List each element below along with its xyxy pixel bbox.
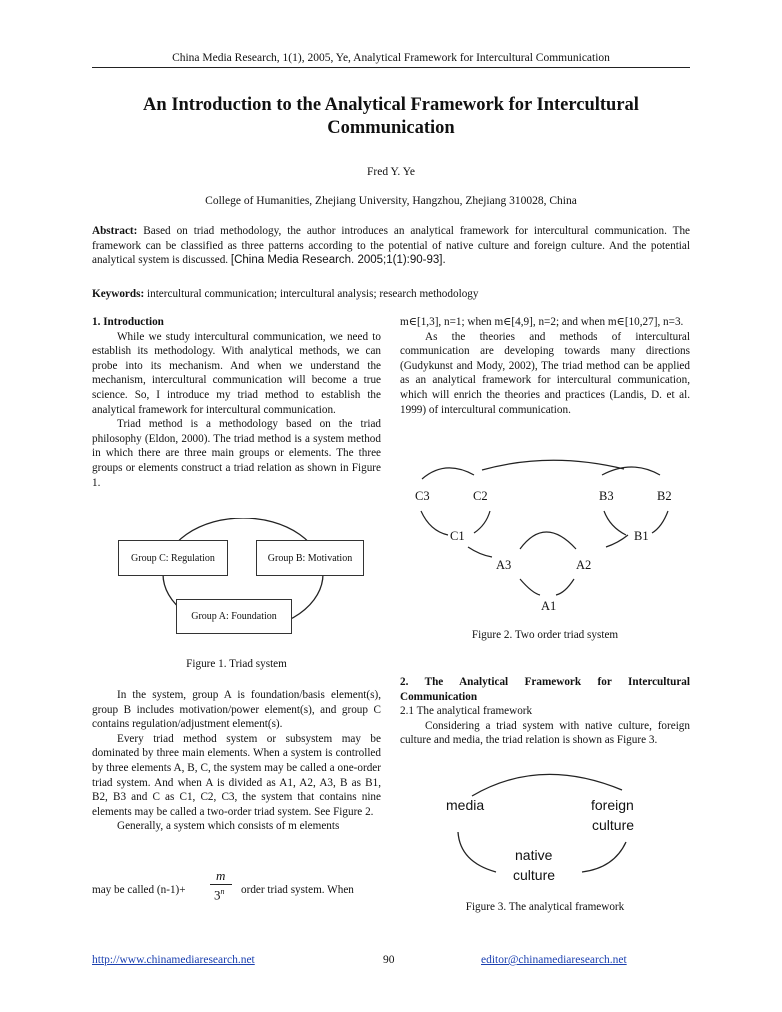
label-a2: A2: [576, 558, 592, 572]
formula-numerator: m: [216, 868, 226, 883]
left-column-bottom: [92, 688, 381, 834]
formula-denominator-base: 3: [214, 887, 221, 903]
figure-3-caption: Figure 3. The analytical framework: [465, 901, 625, 913]
label-native-culture: culture: [513, 867, 556, 883]
figure-1-caption: Figure 1. Triad system: [186, 658, 287, 670]
title-line-1: An Introduction to the Analytical Framework for Intercultural: [143, 95, 639, 115]
abstract-citation: [China Media Research. 2005;1(1):90-93].: [230, 254, 446, 267]
formula-before: may be called (n-1)+: [92, 884, 186, 896]
section-heading-framework: 2. The Analytical Framework for Intercultural Communication: [400, 676, 690, 703]
footer-email[interactable]: [481, 954, 627, 966]
keywords-label: Keywords:: [92, 288, 145, 300]
formula-line: [92, 868, 381, 908]
running-head: China Media Research, 1(1), 2005, Ye, Analytical Framework for Intercultural Communication: [172, 52, 610, 64]
arc-b3-b2: [602, 467, 660, 475]
label-c2: C2: [473, 489, 488, 503]
label-c1: C1: [450, 529, 465, 543]
abstract-text: Based on triad methodology, the author introduces an analytical framework for intercultural communication. The framework can be classified as three patterns according to the potential of native culture and foreign culture. And the potential analytical system is discussed.: [92, 225, 690, 267]
arc-c3-c1: [421, 511, 448, 535]
formula-denominator: [214, 887, 225, 903]
arc-a2-a1: [556, 579, 574, 595]
arc-c3-c2: [422, 468, 474, 479]
figure-1: [92, 518, 381, 638]
arc-media-foreign: [472, 774, 622, 796]
arc-c-b: [482, 460, 624, 470]
group-c-box: Group C: Regulation: [118, 540, 228, 576]
arc-a2-b1: [606, 535, 628, 547]
paragraph: Considering a triad system with native culture, foreign culture and media, the triad relation is shown as Figure 3.: [400, 719, 690, 747]
fraction-bar: [210, 884, 232, 885]
group-a-box: Group A: Foundation: [176, 599, 292, 634]
header-rule: [92, 67, 690, 68]
paragraph: In the system, group A is foundation/basis element(s), group B includes motivation/power element(s), and group C contains regulation/adjustment element(s).: [92, 689, 381, 731]
footer-url[interactable]: [92, 954, 255, 966]
right-column-top: [400, 315, 690, 417]
label-a3: A3: [496, 558, 512, 572]
keywords: [92, 288, 690, 300]
label-b3: B3: [599, 489, 614, 503]
label-b1: B1: [634, 529, 649, 543]
label-c3: C3: [415, 489, 430, 503]
author: Fred Y. Ye: [367, 166, 415, 178]
abstract-label: Abstract:: [92, 225, 138, 237]
label-native: native: [515, 847, 553, 863]
title-line-2: Communication: [327, 118, 455, 138]
keywords-text: intercultural communication; intercultural analysis; research methodology: [144, 288, 479, 300]
arc-b2-b1: [652, 511, 668, 533]
formula-after: order triad system. When: [241, 884, 354, 896]
paper-title: [92, 94, 690, 140]
paragraph: m∈[1,3], n=1; when m∈[4,9], n=2; and when m∈[10,27], n=3.: [400, 316, 684, 328]
figure-2-caption: Figure 2. Two order triad system: [471, 629, 619, 641]
arc-foreign-native: [582, 842, 626, 872]
paragraph: While we study intercultural communication, we need to establish its methodology. With analytical methods, we can probe into its mechanism. And when we understand the mechanism, intercultural communication will become a true science. So, I introduce my triad method to establish the analytical framework for intercultural communication.: [92, 330, 381, 416]
paragraph: Every triad method system or subsystem may be dominated by three main elements. When a system is controlled by three elements A, B, C, the system may be called a one-order triad system. And when A is divided as A1, A2, A3, B as B1, B2, B3 and C as C1, C2, C3, the system that contains nine elements may be called a two-order triad system. See Figure 2.: [92, 732, 381, 818]
group-b-box: Group B: Motivation: [256, 540, 364, 576]
arc-b3-b1: [604, 511, 626, 535]
arc-a3-a1: [520, 579, 540, 595]
label-foreign-culture: culture: [592, 817, 635, 833]
paragraph: Generally, a system which consists of m elements: [117, 820, 340, 833]
footer-url-link[interactable]: http://www.chinamediaresearch.net: [92, 954, 255, 966]
paragraph: Triad method is a methodology based on the triad philosophy (Eldon, 2000). The triad method is a system method in which there are three main groups or elements. The three groups or elements construct a triad relation as shown in Figure 1.: [92, 418, 381, 489]
label-a1: A1: [541, 599, 557, 613]
figure-2-arcs: [421, 460, 668, 595]
label-b2: B2: [657, 489, 672, 503]
left-column-top: [92, 315, 381, 490]
formula-exponent: n: [220, 887, 225, 896]
label-media: media: [446, 797, 485, 813]
paragraph: As the theories and methods of intercultural communication are developing towards many directions (Gudykunst and Mody, 2002), The triad method can be applied as an analytical framework for intercultural communication, which will enrich the theories and practices (Landis, D. et al. 1999) of intercultural communication.: [400, 330, 690, 416]
page-number: 90: [383, 954, 395, 966]
arc-a3-a2: [520, 532, 576, 549]
affiliation: College of Humanities, Zhejiang University, Hangzhou, Zhejiang 310028, China: [205, 195, 577, 207]
arc-c1-a3: [468, 547, 492, 557]
figure-2: [400, 455, 690, 620]
footer-email-link[interactable]: editor@chinamediaresearch.net: [481, 954, 627, 966]
arc-c2-c1: [474, 511, 490, 533]
right-column-bottom: [400, 675, 690, 748]
label-foreign: foreign: [591, 797, 634, 813]
figure-3: [400, 760, 690, 890]
section-heading-introduction: 1. Introduction: [92, 316, 164, 328]
subsection-heading: 2.1 The analytical framework: [400, 705, 533, 718]
abstract: [92, 224, 690, 268]
arc-media-native: [458, 832, 496, 872]
